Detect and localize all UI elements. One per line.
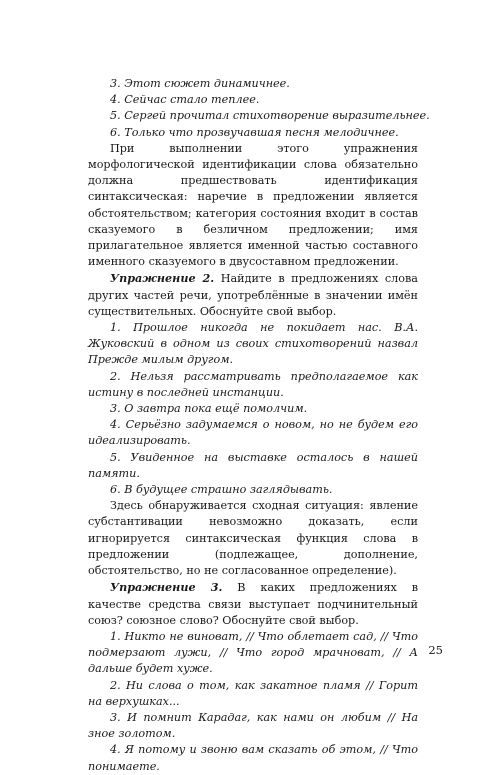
exercise-2-task: Найдите в предложениях слова других частей речи, употреблённые в значении имён существительных. Обоснуйте свой выбор. xyxy=(88,272,418,318)
exercise-3-task: В каких предложениях в качестве средства связи выступает подчинительный союз? союзное слово? Обоснуйте свой выбор. xyxy=(88,581,418,627)
exercise-2-item: 6. В будущее страшно заглядывать. xyxy=(110,483,333,497)
exercise-2-heading: Упражнение 2. xyxy=(110,271,215,286)
exercise-3-item: 1. Никто не виноват, // Что облетает сад, // Что подмерзают лужи, // Что город мрачноват, // А дальше будет хуже. xyxy=(88,629,418,676)
exercise-3-instruction xyxy=(88,579,418,629)
page-number: 25 xyxy=(428,643,443,657)
exercise-2-item: 4. Серьёзно задумаемся о новом, но не будем его идеализировать. xyxy=(88,418,418,448)
exercise-2-item: 2. Нельзя рассматривать предполагаемое как истину в последней инстанции. xyxy=(88,369,418,399)
exercise-3-heading: Упражнение 3. xyxy=(110,580,223,595)
example-line: 6. Только что прозвучавшая песня мелодичнее. xyxy=(110,125,399,139)
exercise-3-item: 2. Ни слова о том, как закатное пламя // Горит на верхушках... xyxy=(88,678,418,708)
exercise-2-item: 3. О завтра пока ещё помолчим. xyxy=(110,402,308,416)
exercise-3-item: 4. Я потому и звоню вам сказать об этом, // Что понимаете. xyxy=(88,743,418,773)
explanation-paragraph-1: При выполнении этого упражнения морфологической идентификации слова обязательно должна предшествовать идентификация синтаксическая: наречие в предложении является обстоятельством; категория состояния входит в состав сказуемого в безличном предложении; имя прилагательное является именной частью составного именного сказуемого в двусоставном предложении. xyxy=(88,141,418,269)
page-text xyxy=(88,76,430,775)
exercise-2-instruction xyxy=(88,270,418,320)
example-line: 4. Сейчас стало теплее. xyxy=(110,93,260,107)
explanation-paragraph-2: Здесь обнаруживается сходная ситуация: явление субстантивации невозможно доказать, если игнорируется синтаксическая функция слова в предложении (подлежащее, дополнение, обстоятельство, но не согласованное определение). xyxy=(88,499,418,578)
exercise-3-item: 3. И помнит Карадаг, как нами он любим // На зное золотом. xyxy=(88,710,418,741)
exercise-2-item: 1. Прошлое никогда не покидает нас. В.А. Жуковский в одном из своих стихотворений назвал Прежде милым другом. xyxy=(88,321,418,367)
example-line: 3. Этот сюжет динамичнее. xyxy=(110,77,290,90)
example-line: 5. Сергей прочитал стихотворение выразительнее. xyxy=(110,109,430,123)
exercise-2-item: 5. Увиденное на выставке осталось в нашей памяти. xyxy=(88,450,418,480)
